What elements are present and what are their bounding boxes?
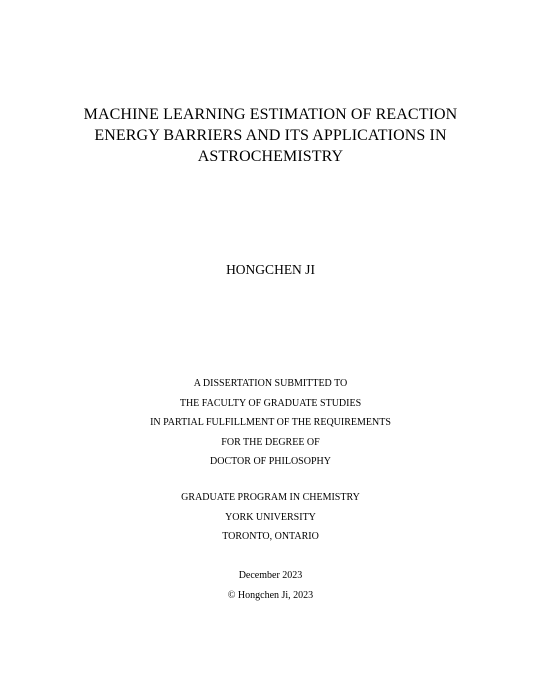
location: TORONTO, ONTARIO [222, 531, 319, 542]
title-line: MACHINE LEARNING ESTIMATION OF REACTION [83, 106, 458, 123]
submission-line: FOR THE DEGREE OF [221, 436, 320, 448]
degree-name: DOCTOR OF PHILOSOPHY [210, 456, 331, 467]
program-info [0, 488, 541, 547]
submission-line: IN PARTIAL FULFILLMENT OF THE REQUIREMENTS [150, 417, 391, 428]
submission-line: THE FACULTY OF GRADUATE STUDIES [179, 397, 362, 409]
title-line: ASTROCHEMISTRY [197, 148, 344, 165]
university-name: YORK UNIVERSITY [225, 511, 316, 523]
copyright-notice: © Hongchen Ji, 2023 [227, 589, 314, 601]
date-block [0, 566, 541, 605]
submission-line: A DISSERTATION SUBMITTED TO [193, 378, 348, 389]
submission-statement [0, 374, 541, 472]
submission-date: December 2023 [238, 570, 303, 581]
title-line: ENERGY BARRIERS AND ITS APPLICATIONS IN [94, 127, 447, 144]
program-name: GRADUATE PROGRAM IN CHEMISTRY [181, 492, 360, 503]
author-name: HONGCHEN JI [226, 262, 315, 277]
dissertation-title [0, 104, 541, 167]
